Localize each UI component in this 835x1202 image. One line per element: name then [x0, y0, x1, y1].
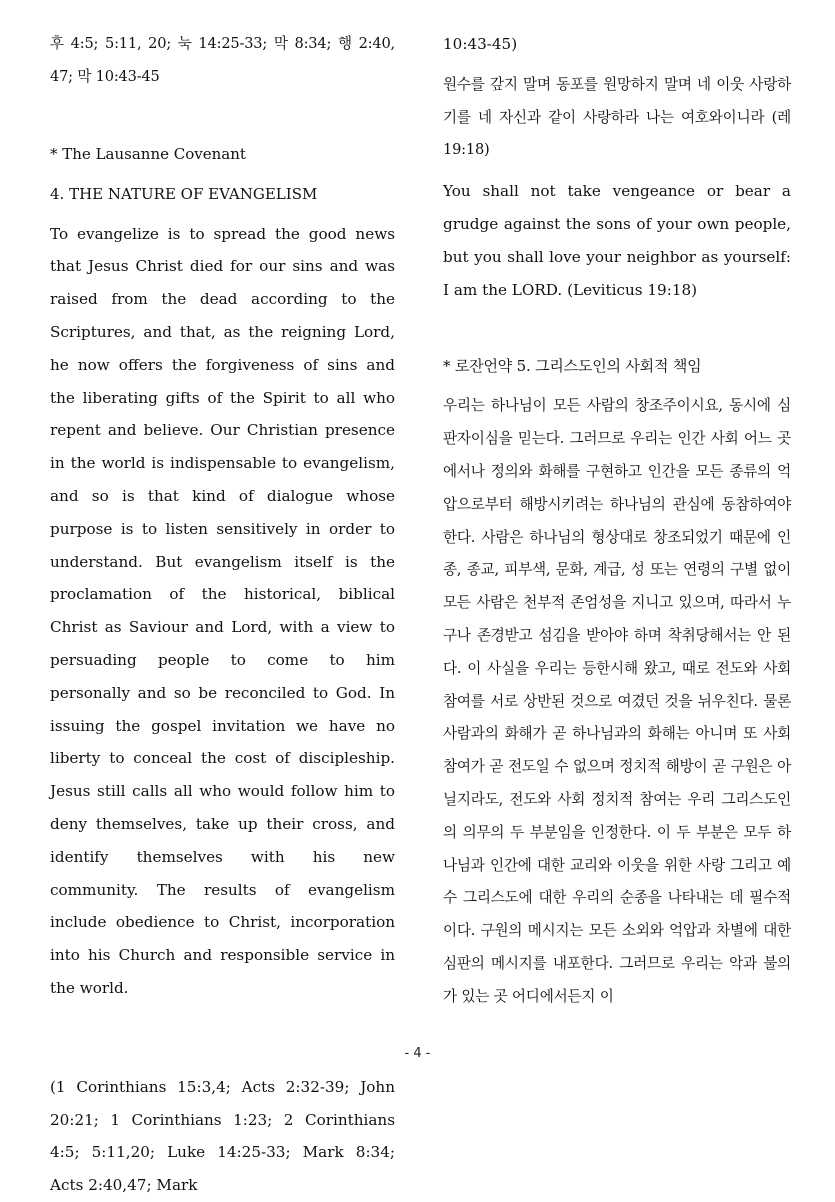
section-title: 4. THE NATURE OF EVANGELISM — [50, 184, 318, 203]
left-column — [50, 28, 395, 1202]
evangelism-body-text: To evangelize is to spread the good news that Jesus Christ died for our sins and was raised from the dead according to the Scriptures, and that, as the reigning Lord, he now offers the forgiveness of sins and the liberating gifts of the Spirit to all who repent and believe. Our Christian presence in the world is indispensable to evangelism, and so is that kind of dialogue whose purpose is to listen sensitively in order to understand. But evangelism itself is the proclamation of the historical, biblical Christ as Saviour and Lord, with a view to persuading people to come to him personally and so be reconciled to God. In issuing the gospel invitation we have no liberty to conceal the cost of discipleship. Jesus still calls all who would follow him to deny themselves, take up their cross, and identify themselves with his new community. The results of evangelism include obedience to Christ, incorporation into his Church and responsible service in the world. — [50, 224, 395, 997]
right-column — [443, 28, 791, 1014]
reference-continued: 10:43-45) — [443, 35, 518, 53]
korean-reference-continued: 후 4:5; 5:11, 20; 눅 14:25-33; 막 8:34; 행 2:40, 47; 막 10:43-45 — [50, 35, 395, 85]
korean-section-heading: * 로잔언약 5. 그리스도인의 사회적 책임 — [443, 357, 702, 376]
korean-body-text: 우리는 하나님이 모든 사람의 창조주이시요, 동시에 심판자이심을 믿는다. 그러므로 우리는 인간 사회 어느 곳에서나 정의와 화해를 구현하고 인간을 모든 종류의 억압으로부터 해방시키려는 하나님의 관심에 동참하여야 한다. 사람은 하나님의 형상대로 창조되었기 때문에 인종, 종교, 피부색, 문화, 계급, 성 또는 연령의 구별 없이 모든 사람은 천부적 존엄성을 지니고 있으며, 따라서 누구나 존경받고 섬김을 받아야 하며 착취당해서는 안 된다. 이 사실을 우리는 등한시해 왔고, 때로 전도와 사회 참여를 서로 상반된 것으로 여겼던 것을 뉘우친다. 물론 사람과의 화해가 곧 하나님과의 화해는 아니며 또 사회 참여가 곧 전도일 수 없으며 정치적 해방이 곧 구원은 아닐지라도, 전도와 사회 정치적 참여는 우리 그리스도인의 의무의 두 부분임을 인정한다. 이 두 부분은 모두 하나님과 인간에 대한 교리와 이웃을 위한 사랑 그리고 예수 그리스도에 대한 우리의 순종을 나타내는 데 필수적이다. 구원의 메시지는 모든 소외와 억압과 차별에 대한 심판의 메시지를 내포한다. 그러므로 우리는 악과 불의가 있는 곳 어디에서든지 이 — [443, 397, 791, 1005]
english-verse: You shall not take vengeance or bear a grudge against the sons of your own people, but you shall love your neighbor as yourself: I am the LORD. (Leviticus 19:18) — [443, 182, 791, 299]
korean-verse: 원수를 갚지 말며 동포를 원망하지 말며 네 이웃 사랑하기를 네 자신과 같이 사랑하라 나는 여호와이니라 (레19:18) — [443, 75, 791, 159]
page-number: - 4 - — [404, 1046, 431, 1061]
scripture-references: (1 Corinthians 15:3,4; Acts 2:32-39; John 20:21; 1 Corinthians 1:23; 2 Corinthians 4:5; 5:11,20; Luke 14:25-33; Mark 8:34; Acts 2:40,47; Mark — [50, 1077, 395, 1195]
source-heading: * The Lausanne Covenant — [50, 144, 246, 163]
